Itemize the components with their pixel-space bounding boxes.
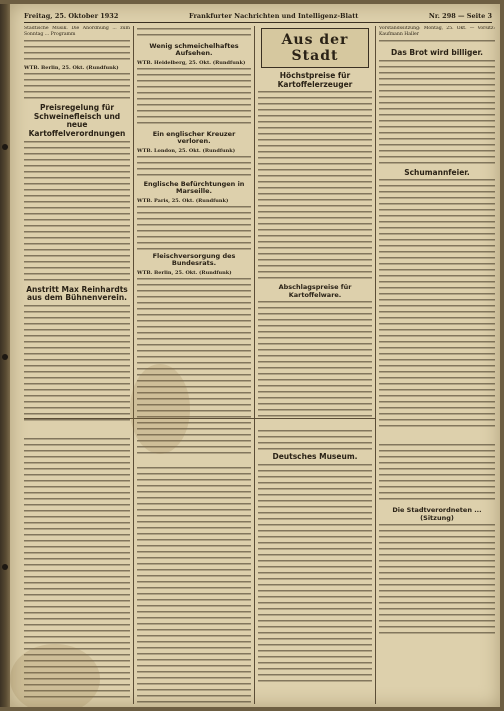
col3-headline-3: Deutsches Museum. — [272, 452, 358, 462]
col4-headline-1: Das Brot wird billiger. — [391, 48, 483, 58]
col2-headline-1: Wenig schmeichelhaftes Aufsehen. — [149, 42, 239, 58]
page-header — [24, 10, 492, 23]
binding-hole — [2, 564, 8, 570]
col1-top-text: Städtische Musik. Die Anordnung ... zum Sonntag ... Programm — [24, 26, 130, 38]
col4-article-body — [379, 524, 495, 634]
binding-hole — [2, 144, 8, 150]
col2-article-body — [137, 68, 251, 128]
col1-dateline: WTB. Berlin, 25. Okt. (Rundfunk) — [24, 65, 119, 72]
col4-headline-2: Schumannfeier. — [404, 167, 470, 177]
col2-article-body — [137, 206, 251, 250]
col2-headline-4: Fleischversorgung des Bundesrats. — [152, 251, 236, 268]
col1-article-body — [24, 141, 130, 283]
col4-top-text: Vorstandssitzung: Montag, 25. Okt. — Vorsitz: Kaufmann Haller — [379, 26, 495, 38]
col2-dateline-4: WTB. Berlin, 25. Okt. (Rundfunk) — [137, 269, 232, 276]
col4-text-block — [379, 40, 495, 46]
binding-edge — [0, 4, 10, 707]
col3-article-body — [258, 91, 372, 281]
header-page-number: Nr. 298 — Seite 3 — [428, 12, 492, 20]
col4-article-body — [379, 444, 495, 504]
col1-article-body — [24, 438, 130, 700]
col4-headline-3: Die Stadtverordneten ... (Sitzung) — [392, 506, 482, 522]
col3-article-body — [258, 301, 372, 417]
column-rule — [133, 26, 134, 704]
col2-headline-3: Englische Befürchtungen in Marseille. — [143, 179, 245, 196]
col2-dateline-1: WTB. Heidelberg, 25. Okt. (Rundfunk) — [137, 59, 246, 66]
column-1 — [24, 26, 130, 704]
col1-article-body — [24, 305, 130, 425]
col2-article-body — [137, 156, 251, 178]
col3-headline-1: Höchstpreise für Kartoffelerzeuger — [277, 71, 353, 89]
header-date: Freitag, 25. Oktober 1932 — [24, 12, 119, 20]
col3-article-body — [258, 464, 372, 684]
binding-hole — [2, 354, 8, 360]
col2-dateline-2: WTB. London, 25. Okt. (Rundfunk) — [137, 147, 236, 154]
newspaper-page — [10, 4, 500, 707]
col2-article-body — [137, 278, 251, 454]
col1-headline-2: Anstritt Max Reinhardts aus dem Bühnenverein. — [26, 284, 128, 303]
col2-dateline-3: WTB. Paris, 25. Okt. (Rundfunk) — [137, 197, 229, 204]
col4-article-body — [379, 179, 495, 429]
col1-text-block — [24, 73, 130, 101]
column-2 — [137, 26, 251, 704]
column-rule — [254, 26, 255, 704]
col2-headline-2: Ein englischer Kreuzer verloren. — [152, 129, 236, 146]
header-paper-title: Frankfurter Nachrichten und Intelligenz-Blatt — [189, 12, 359, 20]
column-4 — [379, 26, 495, 704]
column-rule — [375, 26, 376, 704]
col3-headline-2: Abschlagspreise für Kartoffelware. — [278, 283, 352, 299]
column-3 — [258, 26, 372, 704]
col1-text-block — [24, 40, 130, 62]
col2-article-body — [137, 467, 251, 704]
section-banner: Aus der Stadt — [261, 28, 369, 68]
col2-text-block — [137, 28, 251, 40]
col3-article-body — [258, 430, 372, 450]
col1-headline-1: Preisregelung für Schweinefleisch und neue Kartoffelverordnungen — [28, 103, 126, 139]
col4-article-body — [379, 60, 495, 166]
